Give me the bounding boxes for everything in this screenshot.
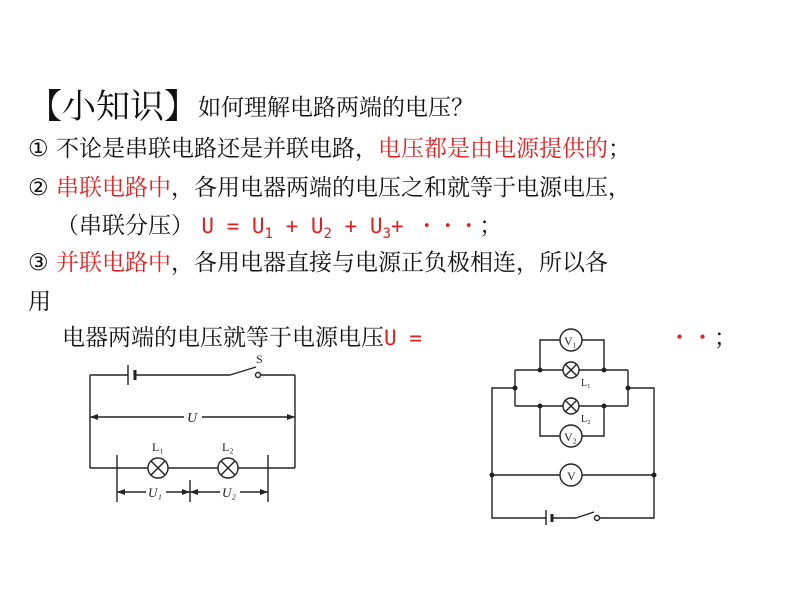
point-3-text: ，各用电器直接与电源正负极相连，所以各	[170, 250, 608, 276]
point-2-end: ；	[479, 213, 503, 239]
v-label: V	[567, 469, 576, 483]
switch-contact	[595, 516, 600, 521]
switch-arm	[230, 367, 256, 375]
v2-label: V₂	[564, 430, 577, 444]
point-2-formula-line	[56, 211, 502, 249]
point-2-text: ，各用电器两端的电压之和就等于电源电压，	[170, 175, 631, 201]
point-3-end: ；	[714, 325, 737, 351]
point-3	[28, 248, 608, 278]
point-1-text: 不论是串联电路还是并联电路，	[55, 136, 378, 162]
lamp-l1-label: L₁	[581, 378, 591, 389]
point-3-highlight: 并联电路中	[55, 250, 171, 276]
parallel-formula: U =	[384, 326, 422, 350]
point-1-highlight: 电压都是由电源提供的	[377, 136, 608, 162]
switch-contact	[256, 373, 261, 378]
point-3-wrap: 用	[28, 289, 51, 315]
point-2	[28, 173, 631, 203]
parallel-circuit-diagram	[480, 320, 670, 525]
point-2-marker: ②	[28, 175, 49, 201]
u2-label: U₂	[222, 485, 236, 500]
point-2-highlight: 串联电路中	[55, 175, 171, 201]
title-question: 如何理解电路两端的电压？	[198, 95, 474, 121]
series-circuit-diagram	[80, 350, 310, 510]
total-voltage-label: U	[187, 411, 198, 426]
point-3-marker: ③	[28, 250, 49, 276]
u1-label: U₁	[148, 485, 162, 500]
point-3-line-2	[62, 323, 422, 353]
v1-label: V₁	[564, 334, 577, 348]
series-divide-note: （串联分压）	[56, 213, 194, 239]
parallel-formula-dots: ・・	[668, 325, 714, 351]
lamp-2-label: L₂	[222, 440, 234, 454]
series-formula: $U = U_1 + U_2 + U_3+$ ・・・	[201, 214, 480, 243]
point-1-marker: ①	[28, 136, 49, 162]
switch-arm	[576, 512, 594, 518]
title-bracket: 【小知识】	[28, 87, 198, 127]
point-1-end: ；	[607, 136, 631, 162]
point-1	[28, 134, 631, 164]
lamp-l2-label: L₂	[581, 414, 591, 425]
point-3-line-2-text: 电器两端的电压就等于电源电压	[62, 325, 384, 351]
lamp-1-label: L₁	[152, 440, 164, 454]
switch-label: S	[256, 352, 263, 366]
point-3-formula-tail	[668, 323, 737, 353]
title-line	[28, 87, 474, 127]
